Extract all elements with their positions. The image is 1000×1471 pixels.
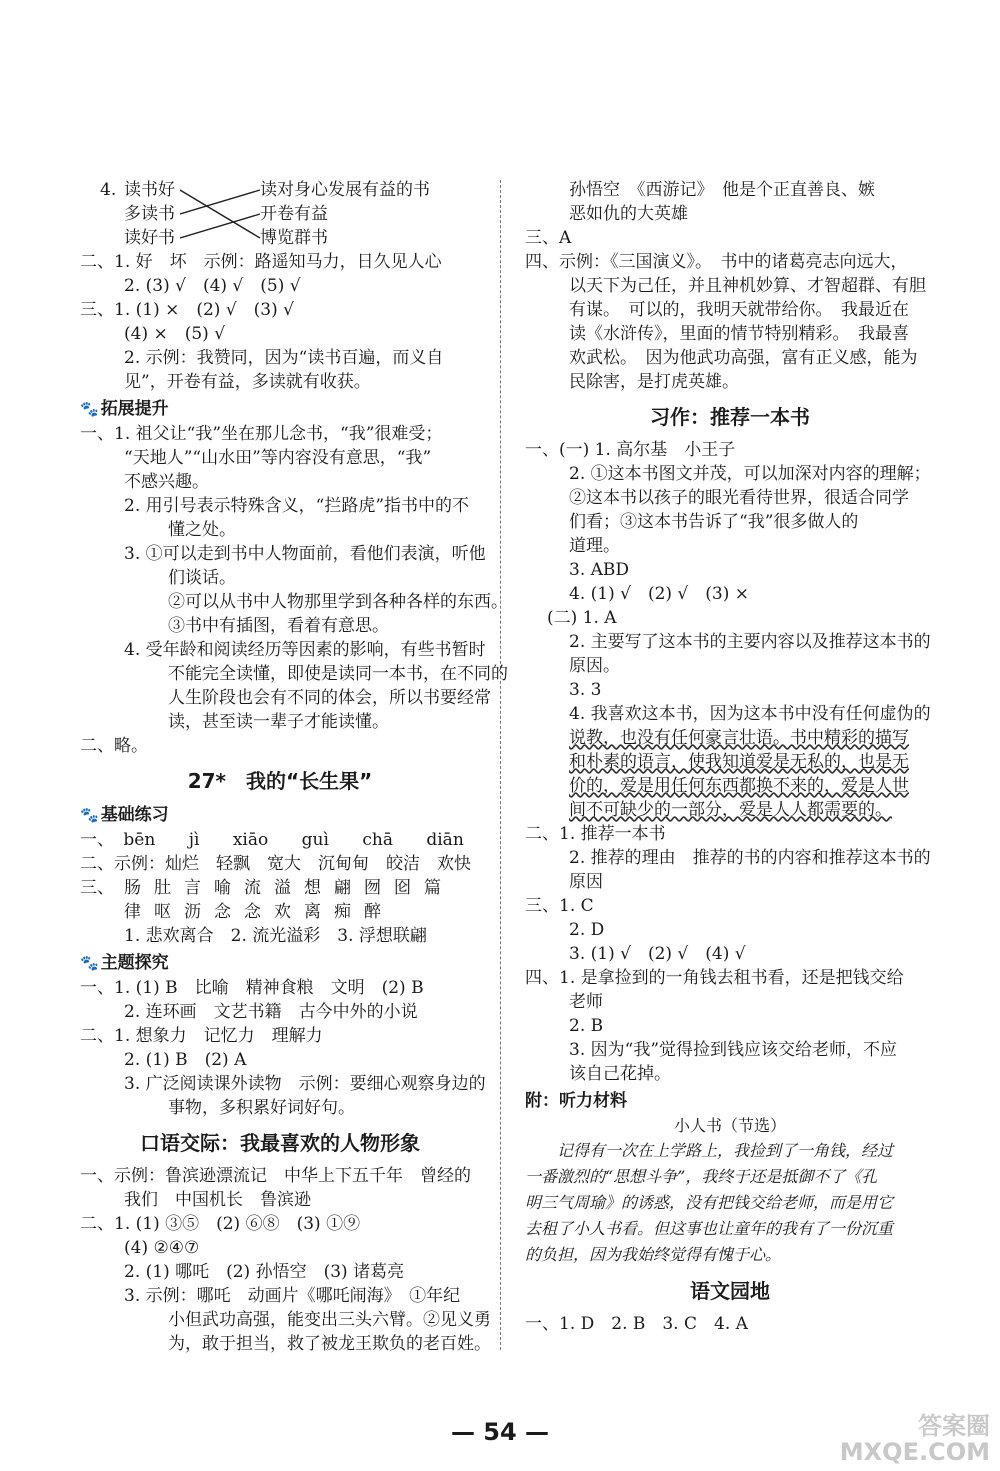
- answer-line: 不能完全读懂，即使是读同一本书，在不同的: [168, 664, 508, 684]
- answer-line: 见”，开卷有益，多读就有收获。: [124, 372, 371, 392]
- answer-line: 民除害，是打虎英雄。: [569, 372, 739, 392]
- answer-line: 有谋。 可以的，我明天就带给你。 我最近在: [569, 300, 909, 320]
- lesson-title-xizuo: 习作：推荐一本书: [650, 405, 810, 429]
- answer-line: 小但武功高强，能变出三头六臂。②见义勇: [168, 1310, 491, 1330]
- story-title: 小人书（节选）: [673, 1116, 786, 1135]
- answer-line: 事物，多积累好词好句。: [168, 1098, 355, 1118]
- answer-line: 2. 示例：我赞同，因为“读书百遍，而义自: [124, 348, 444, 368]
- section-heading-jichu: 🐾 基础练习: [80, 805, 169, 825]
- section-heading-zhuti: 🐾 主题探究: [80, 953, 169, 973]
- answer-line: 间不可缺少的一部分，爱是人人都需要的。: [569, 800, 892, 820]
- answer-line: 三、1. C: [525, 896, 594, 916]
- matching-right: [260, 178, 430, 250]
- paw-icon: 🐾: [80, 806, 99, 824]
- answer-line: 3. 3: [569, 680, 602, 700]
- answer-line: 我们 中国机长 鲁滨逊: [124, 1190, 311, 1210]
- answer-line: ②这本书以孩子的眼光看待世界，很适合同学: [569, 488, 909, 508]
- lesson-title-oral: 口语交际：我最喜欢的人物形象: [140, 1131, 420, 1155]
- story-line: 明三气周瑜》的诱惑，没有把钱交给老师，而是用它: [525, 1193, 894, 1212]
- answer-line: 四、1. 是拿捡到的一角钱去租书看，还是把钱交给: [525, 968, 904, 988]
- row-label: 三、: [80, 878, 114, 898]
- matching-left-item: 读好书: [124, 228, 175, 248]
- answer-line: 道理。: [569, 536, 620, 556]
- matching-left: [124, 178, 175, 250]
- answer-line: 为，敢于担当，救了被龙王欺负的老百姓。: [168, 1334, 491, 1354]
- answer-line: 孙悟空 《西游记》 他是个正直善良、嫉: [569, 180, 875, 200]
- answer-line: 2. ①这本书图文并茂，可以加深对内容的理解；: [569, 464, 931, 484]
- answer-line: 恶如仇的大英雄: [569, 204, 688, 224]
- story-line: 一番激烈的“思想斗争”，我终于还是抵御不了《孔: [525, 1167, 878, 1186]
- answer-line: 1. 悲欢离合 2. 流光溢彩 3. 浮想联翩: [124, 926, 427, 946]
- pinyin-item: xiāo: [232, 830, 269, 850]
- answer-line: 三、1. (1) × (2) √ (3) √: [80, 300, 294, 320]
- answer-line: 读，甚至读一辈子才能读懂。: [168, 712, 389, 732]
- answer-line: 2. 推荐的理由 推荐的书的内容和推荐这本书的: [569, 848, 931, 868]
- answer-line: 二、1. 想象力 记忆力 理解力: [80, 1026, 323, 1046]
- paw-icon: 🐾: [80, 954, 99, 972]
- pinyin-item: jì: [188, 830, 200, 850]
- pinyin-item: chā: [362, 830, 393, 850]
- answer-line: ③书中有插图，看着有意思。: [168, 616, 389, 636]
- answer-line: 二、1. 好 坏 示例：路遥知马力，日久见人心: [80, 252, 442, 272]
- answer-line: (4) ②④⑦: [124, 1238, 200, 1258]
- answer-line: (二) 1. A: [547, 608, 617, 628]
- answer-line: 3. ABD: [569, 560, 630, 580]
- answer-line: 4. 我喜欢这本书，因为这本书中没有任何虚伪的: [569, 704, 931, 724]
- matching-right-item: 开卷有益: [260, 204, 328, 224]
- answer-line: 们看；③这本书告诉了“我”很多做人的: [569, 512, 859, 532]
- lesson-title-yuwen: 语文园地: [690, 1279, 770, 1303]
- answer-line: 4. (1) √ (2) √ (3) ×: [569, 584, 749, 604]
- matching-left-item: 多读书: [124, 204, 175, 224]
- answer-line: 二、略。: [80, 736, 148, 756]
- answer-line: 四、示例：《三国演义》。 书中的诸葛亮志向远大，: [525, 252, 908, 272]
- pinyin-item: bēn: [123, 830, 156, 850]
- answer-line: 二、示例：灿烂 轻飘 宽大 沉甸甸 皎洁 欢快: [80, 854, 471, 874]
- answer-line: 人生阶段也会有不同的体会，所以书要经常: [168, 688, 491, 708]
- answer-line: 4. 受年龄和阅读经历等因素的影响，有些书暂时: [124, 640, 486, 660]
- answer-line: 原因: [569, 872, 603, 892]
- answer-line: 原因。: [569, 656, 620, 676]
- answer-line: 一、示例：鲁滨逊漂流记 中华上下五千年 曾经的: [80, 1166, 471, 1186]
- page-number: — 54 —: [450, 1418, 550, 1446]
- paw-icon: 🐾: [80, 400, 99, 418]
- answer-line: 懂之处。: [168, 520, 236, 540]
- answer-line: 2. (1) 哪吒 (2) 孙悟空 (3) 诸葛亮: [124, 1262, 405, 1282]
- answer-line: 以天下为己任，并且神机妙算、才智超群、有胆: [569, 276, 926, 296]
- answer-line: 一、1. (1) B 比喻 精神食粮 文明 (2) B: [80, 978, 424, 998]
- pinyin-label: 一、: [80, 830, 114, 850]
- answer-line: 3. 广泛阅读课外读物 示例：要细心观察身边的: [124, 1074, 486, 1094]
- story-line: 的负担，因为我始终觉得有愧于心。: [525, 1245, 782, 1264]
- answer-line: 2. (3) √ (4) √ (5) √: [124, 276, 301, 296]
- answer-line: 3. 示例：哪吒 动画片《哪吒闹海》 ①年纪: [124, 1286, 461, 1306]
- story-line: 去租了小人书看。但这事也让童年的我有了一份沉重: [525, 1219, 894, 1238]
- answer-line: 价的，爱是用任何东西都换不来的，爱是人世: [569, 776, 909, 796]
- answer-line: 2. 主要写了这本书的主要内容以及推荐这本书的: [569, 632, 931, 652]
- answer-line: 三、A: [525, 228, 572, 248]
- listening-heading: 附：听力材料: [525, 1091, 627, 1111]
- answer-line: 和朴素的语言，使我知道爱是无私的，也是无: [569, 752, 909, 772]
- answer-line: 3. (1) √ (2) √ (4) √: [569, 944, 746, 964]
- answer-line: ②可以从书中人物那里学到各种各样的东西。: [168, 592, 508, 612]
- matching-right-item: 博览群书: [260, 228, 328, 248]
- answer-line: 3. 因为“我”觉得捡到钱应该交给老师，不应: [569, 1040, 898, 1060]
- answer-line: 该自己花掉。: [569, 1064, 671, 1084]
- answer-line: “天地人”“山水田”等内容没有意思，“我”: [124, 448, 432, 468]
- answer-line: 3. ①可以走到书中人物面前，看他们表演，听他: [124, 544, 486, 564]
- column-divider: [500, 180, 501, 1350]
- answer-line: (4) × (5) √: [124, 324, 226, 344]
- story-line: 记得有一次在上学路上，我捡到了一角钱，经过: [557, 1141, 894, 1160]
- pinyin-row: [80, 828, 480, 852]
- matching-exercise: [80, 178, 480, 250]
- answer-line: 读《水浒传》，里面的情节特别精彩。 我最喜: [569, 324, 909, 344]
- watermark-logo: 答案圈 MXQE.COM: [839, 1412, 990, 1466]
- right-column: [525, 178, 935, 1336]
- pinyin-item: diān: [426, 830, 464, 850]
- answer-line: 们谈话。: [168, 568, 236, 588]
- answer-line: 2. D: [569, 920, 605, 940]
- answer-line: 老师: [569, 992, 603, 1012]
- answer-line: 不感兴趣。: [124, 472, 209, 492]
- answer-line: 一、(一) 1. 高尔基 小王子: [525, 440, 736, 460]
- answer-line: 一、1. D 2. B 3. C 4. A: [525, 1314, 748, 1334]
- answer-line: 2. 用引号表示特殊含义，“拦路虎”指书中的不: [124, 496, 470, 516]
- section-heading-tuozhan: 🐾 拓展提升: [80, 399, 169, 419]
- lesson-title-27: 27* 我的“长生果”: [187, 769, 373, 793]
- left-column: [80, 178, 508, 1356]
- char-row: 三、 肠 肚 言 喻 流 溢 想 翩 囫 囵 篇: [80, 878, 441, 898]
- char-row: 律 呕 沥 念 念 欢 离 痴 醉: [124, 902, 381, 922]
- answer-line: 说教，也没有任何豪言壮语。书中精彩的描写: [569, 728, 909, 748]
- answer-line: 2. (1) B (2) A: [124, 1050, 247, 1070]
- answer-line: 二、1. (1) ③⑤ (2) ⑥⑧ (3) ①⑨: [80, 1214, 361, 1234]
- matching-number: 4.: [100, 180, 117, 200]
- answer-line: 2. B: [569, 1016, 604, 1036]
- answer-line: 二、1. 推荐一本书: [525, 824, 666, 844]
- matching-left-item: 读书好: [124, 180, 175, 200]
- pinyin-item: guì: [301, 830, 329, 850]
- matching-lines: [180, 178, 262, 250]
- answer-line: 2. 连环画 文艺书籍 古今中外的小说: [124, 1002, 418, 1022]
- answer-line: 一、1. 祖父让“我”坐在那儿念书，“我”很难受；: [80, 424, 443, 444]
- answer-line: 欢武松。 因为他武功高强，富有正义感，能为: [569, 348, 918, 368]
- matching-right-item: 读对身心发展有益的书: [260, 180, 430, 200]
